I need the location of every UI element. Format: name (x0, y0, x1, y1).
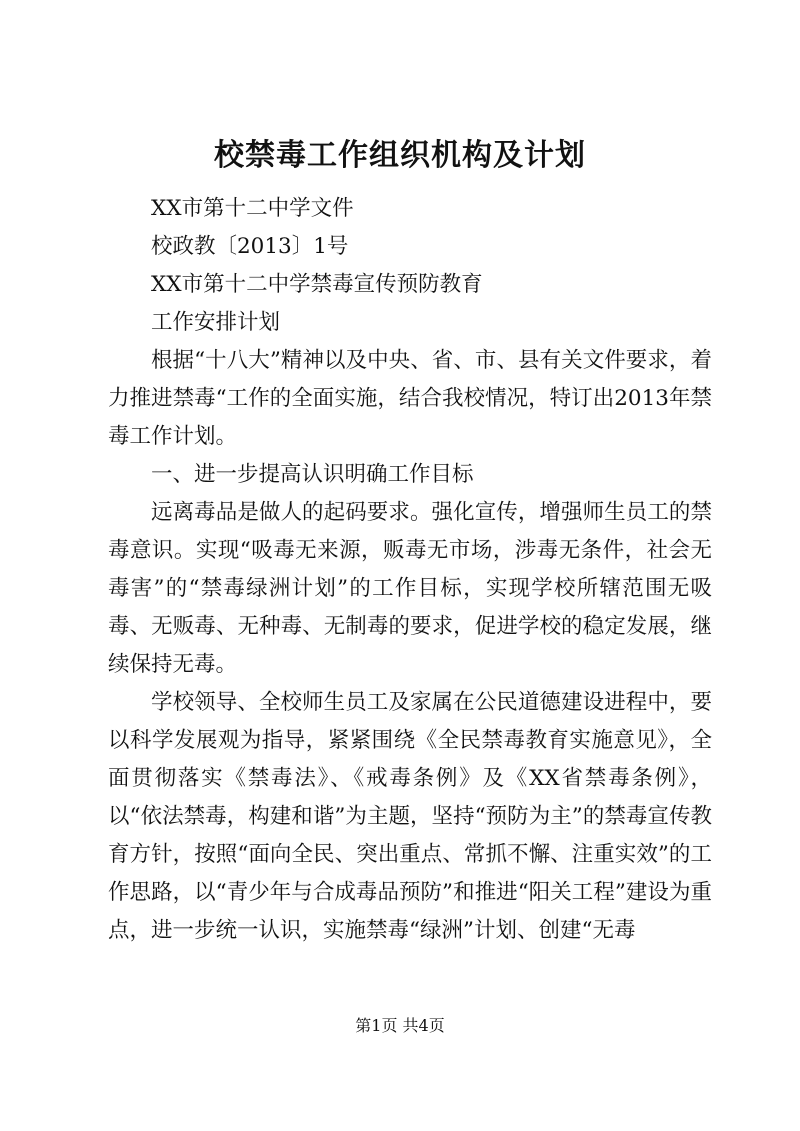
paragraph-guidance: 学校领导、全校师生员工及家属在公民道德建设进程中，要以科学发展观为指导，紧紧围绕《全民禁毒教育实施意见》，全面贯彻落实《禁毒法》、《戒毒条例》及《XX省禁毒条例》，以“依法禁毒，构建和谐”为主题，坚持“预防为主”的禁毒宣传教育方针，按照“面向全民、突出重点、常抓不懈、注重实效”的工作思路，以“青少年与合成毒品预防”和推进“阳关工程”建设为重点，进一步统一认识，实施禁毒“绿洲”计划、创建“无毒 (108, 690, 712, 943)
paragraph-subject-line-1: XX市第十二中学禁毒宣传预防教育 (151, 272, 483, 297)
document-title: 校禁毒工作组织机构及计划 (214, 138, 586, 173)
document-body (108, 190, 712, 950)
paragraph-intro: 根据“十八大”精神以及中央、省、市、县有关文件要求，着力推进禁毒“工作的全面实施，结合我校情况，特订出2013年禁毒工作计划。 (108, 348, 712, 449)
paragraph-doc-number: 校政教〔2013〕1号 (151, 234, 349, 259)
paragraph-goal: 远离毒品是做人的起码要求。强化宣传，增强师生员工的禁毒意识。实现“吸毒无来源，贩毒无市场，涉毒无条件，社会无毒害”的“禁毒绿洲计划”的工作目标，实现学校所辖范围无吸毒、无贩毒、无种毒、无制毒的要求，促进学校的稳定发展，继续保持无毒。 (108, 500, 712, 677)
paragraph-subject-line-2: 工作安排计划 (151, 310, 281, 335)
section-heading-1: 一、进一步提高认识明确工作目标 (151, 462, 474, 487)
page-number-footer: 第1页 共4页 (355, 1016, 445, 1035)
paragraph-issuer: XX市第十二中学文件 (151, 196, 354, 221)
